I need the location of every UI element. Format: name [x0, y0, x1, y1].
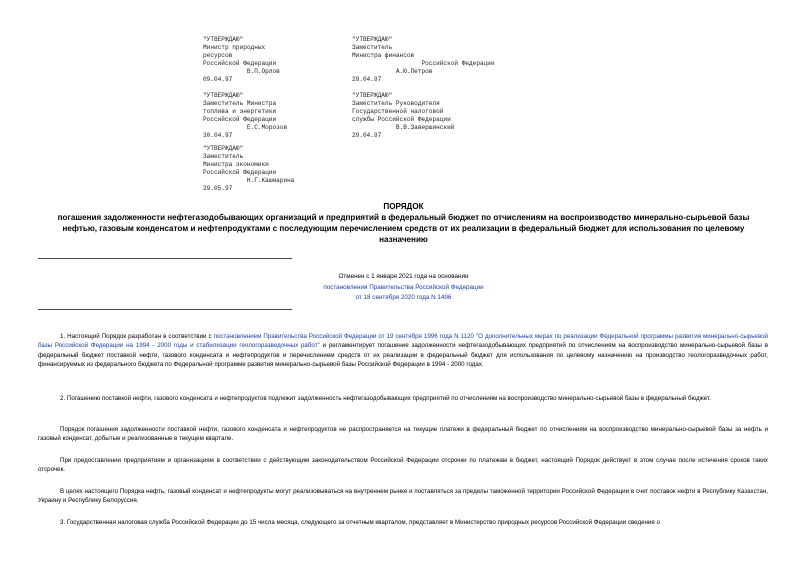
- approval-line: А.Ю.Петров: [352, 68, 433, 75]
- paragraph-text: Порядок погашения задолженности поставкой нефти, газового конденсата и нефтепродуктов не распространяется на текущие платежи в федеральный бюджет по отчислениям на воспроизводство минерально-сырьевой базы за нефть и газовый конденсат, добытые и реализованные в текущем квартале.: [38, 426, 768, 443]
- approval-line: ресурсов: [203, 52, 233, 59]
- paragraph-6: [38, 518, 768, 527]
- paragraph-text: 3. Государственная налоговая служба Российской Федерации до 15 числа месяца, следующего за отчетным кварталом, представляет в Министерство природных ресурсов Российской Федерации сведения о: [60, 519, 660, 526]
- approval-line: Министра финансов: [352, 52, 415, 59]
- approval-block-1: [203, 36, 280, 84]
- repeal-notice: [0, 272, 807, 304]
- paragraph-1: [38, 332, 768, 370]
- document-subtitle: погашения задолженности нефтегазодобывающих организаций и предприятий в федеральный бюджет по отчислениям на воспроизводство минерально-сырьевой базы нефтью, газовым конденсатом и нефтепродуктами с последующим перечислением средств от их реализации в федеральный бюджет для использования по целевому назначению: [57, 213, 750, 244]
- approval-line: службы Российской Федерации: [352, 116, 451, 123]
- paragraph-2: [38, 394, 768, 403]
- approval-block-4: [352, 92, 454, 140]
- paragraph-text: 2. Погашению поставкой нефти, газового конденсата и нефтепродуктов подлежит задолженность нефтегазодобывающих предприятий по отчислениям на воспроизводство минерально-сырьевой базы в федеральный бюджет.: [60, 395, 711, 402]
- approval-line: топлива и энергетики: [203, 108, 277, 115]
- approval-line: "УТВЕРЖДАЮ": [203, 92, 244, 99]
- approval-date: 29.05.97: [203, 185, 233, 192]
- approval-line: В.П.Орлов: [203, 68, 280, 75]
- paragraph-text: При предоставлении предприятиям и организациям в соответствии с действующим законодательством Российской Федерации отсрочки по платежам в бюджет, настоящий Порядок действует в этом случае после истечения сроков таких отсрочек.: [38, 457, 768, 474]
- approval-date: 30.04.97: [203, 132, 233, 139]
- approval-line: Заместитель: [203, 153, 244, 160]
- approval-block-3: [203, 92, 287, 140]
- document-title: ПОРЯДОК: [383, 202, 424, 211]
- approval-date: 29.04.97: [352, 132, 382, 139]
- divider-top: [38, 258, 292, 259]
- paragraph-5: [38, 487, 768, 506]
- repeal-link-decree[interactable]: постановления Правительства Российской Федерации: [323, 283, 484, 291]
- approval-line: Заместитель Министра: [203, 100, 277, 107]
- approval-line: Министра экономики: [203, 161, 269, 168]
- approval-line: Российской Федерации: [352, 60, 495, 67]
- paragraph-text: В целях настоящего Порядка нефть, газовый конденсат и нефтепродукты могут реализовываться на внутреннем рынке и поставляться за пределы таможенной территории Российской Федерации в счет поставок нефти в Республику Казахстан, Украину и Республику Белоруссия.: [38, 488, 768, 505]
- approval-date: 09.04.97: [203, 76, 233, 83]
- repeal-line: Отменен с 1 января 2021 года на основании: [338, 273, 469, 280]
- approval-line: Н.Г.Кашмарина: [203, 177, 295, 184]
- approval-line: "УТВЕРЖДАЮ": [352, 36, 393, 43]
- paragraph-text: 1. Настоящий Порядок разработан в соответствии с: [60, 333, 214, 340]
- divider-bottom: [38, 309, 292, 310]
- paragraph-3: [38, 425, 768, 444]
- approval-line: Е.С.Морозов: [203, 124, 288, 131]
- paragraph-text: и регламентирует погашение задолженности нефтегазодобывающих предприятий по отчислениям на воспроизводство минерально-сырьевой базы в федеральный бюджет поставкой нефти, газового конденсата и нефтепродуктов и перечислением средств от их реализации в федеральный бюджет для использования по целевому назначению на производство геологоразведочных работ, финансируемых из федерального бюджета по Федеральной программе развития минерально-сырьевой базы Российской Федерации в 1994 - 2000 годах.: [38, 342, 768, 369]
- repeal-link-date[interactable]: от 18 сентября 2020 года N 1496: [355, 294, 452, 301]
- approval-line: В.В.Завершинский: [352, 124, 455, 131]
- approval-block-5: [203, 145, 294, 193]
- approval-line: "УТВЕРЖДАЮ": [203, 145, 244, 152]
- approval-line: Заместитель: [352, 44, 393, 51]
- approval-block-2: [352, 36, 495, 84]
- paragraph-4: [38, 456, 768, 475]
- approval-line: Министр природных: [203, 44, 266, 51]
- approval-line: "УТВЕРЖДАЮ": [203, 36, 244, 43]
- decree-link[interactable]: постановлением Правительства Российской Федерации от 19 сентября 1996 года N 1120 "О дополнительных мерах по реализации Федеральной программы развития минерально-сырьевой базы Российской Федерации на 1994 - 2000 годы и стабилизации геологоразведочных работ": [38, 333, 768, 350]
- approval-line: Государственной налоговой: [352, 108, 444, 115]
- approval-line: Заместитель Руководителя: [352, 100, 440, 107]
- approval-date: 28.04.97: [352, 76, 382, 83]
- approval-line: Российской Федерации: [203, 169, 277, 176]
- approval-line: "УТВЕРЖДАЮ": [352, 92, 393, 99]
- approval-line: Российской Федерации: [203, 60, 277, 67]
- approval-line: Российской Федерации: [203, 116, 277, 123]
